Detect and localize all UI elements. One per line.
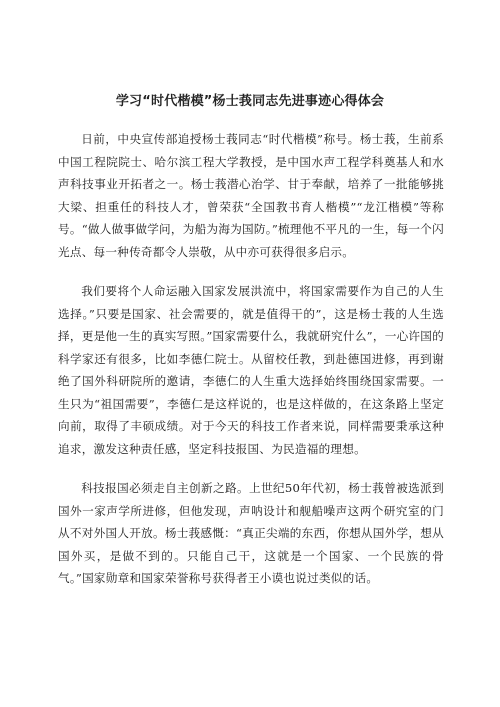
paragraph-2: 我们要将个人命运融入国家发展洪流中，将国家需要作为自己的人生选择。”只要是国家、社会需要的，就是值得干的”，这是杨士莪的人生选择，更是他一生的真实写照。”国家需要什么，我就研究什么”，一心许国的科学家还有很多，比如李德仁院士。从留校任教，到赴德国进修，再到谢绝了国外科研院所的邀请，李德仁的人生重大选择始终围绕国家需要。一生只为“祖国需要”，李德仁是这样说的，也是这样做的，在这条路上坚定向前，取得了丰硕成绩。对于今天的科技工作者来说，同样需要秉承这种追求，激发这种责任感，坚定科技报国、为民造福的理想。 (58, 284, 444, 456)
document-body (58, 128, 444, 607)
paragraph-3: 科技报国必须走自主创新之路。上世纪50年代初，杨士莪曾被选派到国外一家声学所进修，但他发现，声呐设计和舰船噪声这两个研究室的门从不对外国人开放。杨士莪感慨：“真正尖端的东西，你想从国外学，想从国外买，是做不到的。只能自己干，这就是一个国家、一个民族的骨气。”国家勋章和国家荣誉称号获得者王小谟也说过类似的话。 (58, 481, 444, 585)
document-title: 学习“时代楷模”杨士莪同志先进事迹心得体会 (115, 94, 385, 109)
paragraph-1: 日前，中央宣传部追授杨士莪同志“时代楷模”称号。杨士莪，生前系中国工程院院士、哈尔滨工程大学教授，是中国水声工程学科奠基人和水声科技事业开拓者之一。杨士莪潜心治学、甘于奉献，培养了一批能够挑大梁、担重任的科技人才，曾荣获“全国教书育人楷模”“龙江楷模”等称号。“做人做事做学问，为船为海为国防。”梳理他不平凡的一生，每一个闪光点、每一种传奇都令人崇敬，从中亦可获得很多启示。 (58, 132, 444, 259)
